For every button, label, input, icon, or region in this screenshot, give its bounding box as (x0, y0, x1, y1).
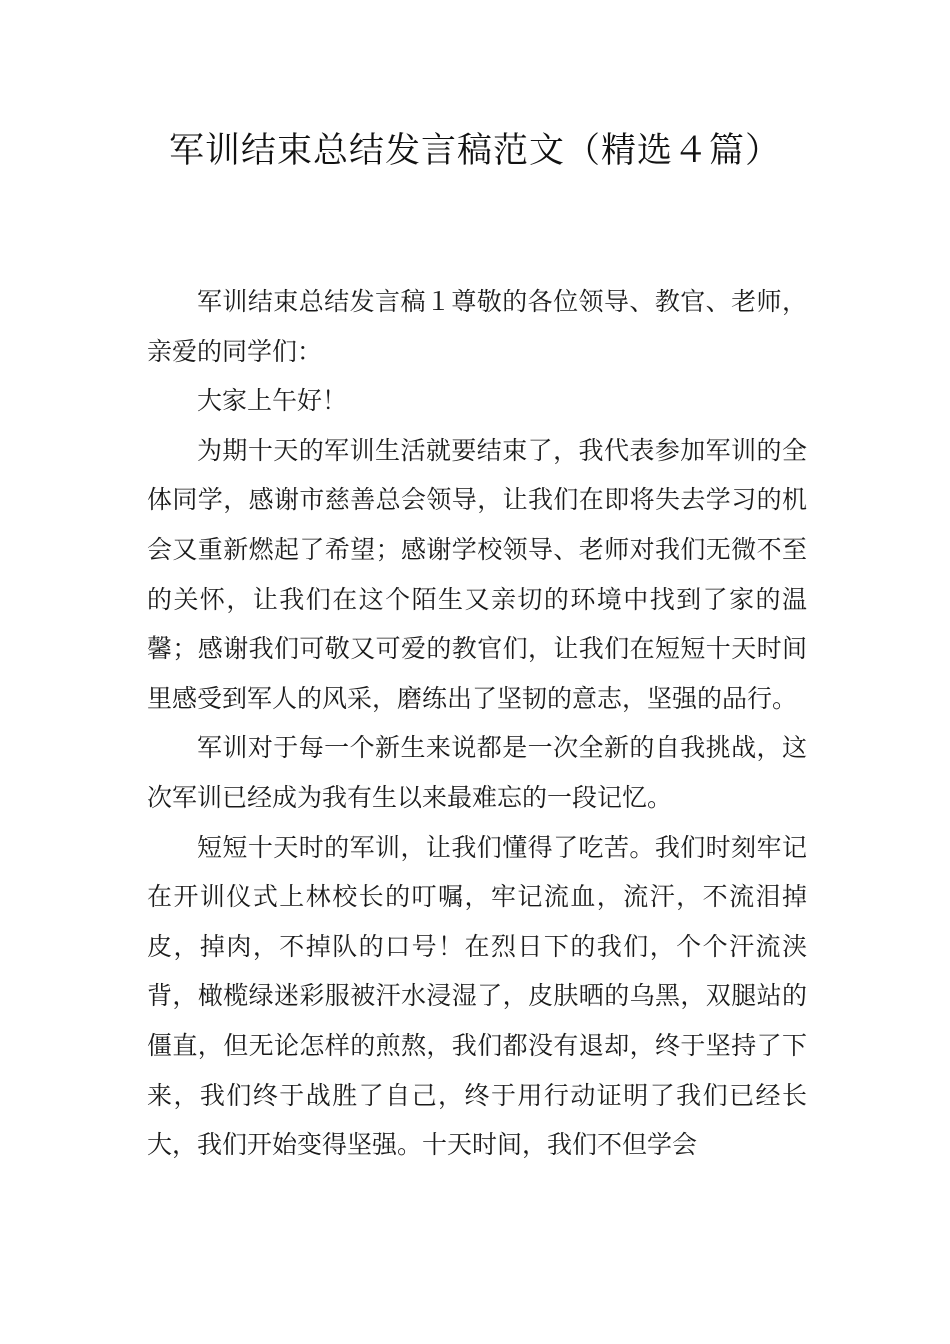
paragraph: 为期十天的军训生活就要结束了，我代表参加军训的全体同学，感谢市慈善总会领导，让我们在即将失去学习的机会又重新燃起了希望；感谢学校领导、老师对我们无微不至的关怀，让我们在这个陌生又亲切的环境中找到了家的温馨；感谢我们可敬又可爱的教官们，让我们在短短十天时间里感受到军人的风采，磨练出了坚韧的意志，坚强的品行。 (147, 435, 807, 713)
paragraph: 短短十天时的军训，让我们懂得了吃苦。我们时刻牢记在开训仪式上林校长的叮嘱，牢记流血，流汗，不流泪掉皮，掉肉，不掉队的口号！在烈日下的我们，个个汗流浃背，橄榄绿迷彩服被汗水浸湿了，皮肤晒的乌黑，双腿站的僵直，但无论怎样的煎熬，我们都没有退却，终于坚持了下来，我们终于战胜了自己，终于用行动证明了我们已经长大，我们开始变得坚强。十天时间，我们不但学会 (147, 832, 807, 1160)
paragraph: 军训对于每一个新生来说都是一次全新的自我挑战，这次军训已经成为我有生以来最难忘的一段记忆。 (147, 733, 807, 812)
document-title: 军训结束总结发言稿范文（精选４篇） (168, 131, 781, 171)
paragraph: 大家上午好！ (197, 386, 348, 416)
paragraph: 军训结束总结发言稿１尊敬的各位领导、教官、老师，亲爱的同学们： (147, 287, 807, 366)
document-body (147, 277, 807, 1170)
